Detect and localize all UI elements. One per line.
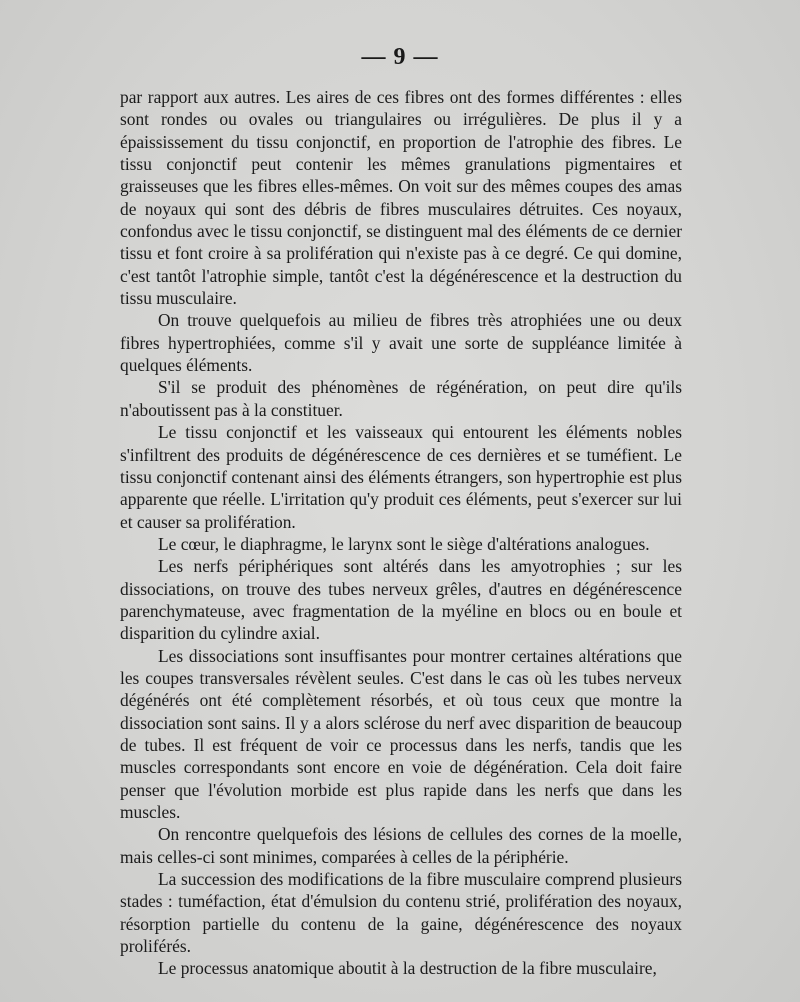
paragraph: par rapport aux autres. Les aires de ces fibres ont des formes différentes : elles sont rondes ou ovales ou triangulaires ou irrégulières. De plus il y a épaississement du tissu conjonctif, en proportion de l'atrophie des fibres. Le tissu conjonctif peut contenir les mêmes granulations pigmentaires et graisseuses que les fibres elles-mêmes. On voit sur des mêmes coupes des amas de noyaux qui sont des débris de fibres musculaires détruites. Ces noyaux, confondus avec le tissu conjonctif, se distinguent mal des éléments de ce dernier tissu et font croire à sa prolifération qui n'existe pas à ce degré. Ce qui domine, c'est tantôt l'atrophie simple, tantôt c'est la dégénérescence et la destruction du tissu musculaire. (120, 87, 682, 309)
paragraph: S'il se produit des phénomènes de régénération, on peut dire qu'ils n'aboutissent pas à la constituer. (120, 377, 682, 420)
paragraph: Le tissu conjonctif et les vaisseaux qui entourent les éléments nobles s'infiltrent des produits de dégénérescence de ces dernières et se tuméfient. Le tissu conjonctif contenant ainsi des éléments étrangers, son hypertrophie est plus apparente que réelle. L'irritation qu'y produit ces éléments, peut s'exercer sur lui et causer sa prolifération. (120, 422, 682, 532)
paragraph: On trouve quelquefois au milieu de fibres très atrophiées une ou deux fibres hypertrophiées, comme s'il y avait une sorte de suppléance limitée à quelques éléments. (120, 310, 682, 376)
page-number: — 9 — (361, 44, 439, 70)
paragraph: Le processus anatomique aboutit à la destruction de la fibre musculaire, (158, 958, 657, 979)
paragraph: On rencontre quelquefois des lésions de cellules des cornes de la moelle, mais celles-ci sont minimes, comparées à celles de la périphérie. (120, 824, 682, 867)
paragraph: Le cœur, le diaphragme, le larynx sont le siège d'altérations analogues. (158, 533, 650, 554)
body-text (120, 86, 682, 980)
paragraph: Les nerfs périphériques sont altérés dans les amyotrophies ; sur les dissociations, on trouve des tubes nerveux grêles, d'autres en dégénérescence parenchymateuse, avec fragmentation de la myéline en blocs ou en boule et disparition du cylindre axial. (120, 556, 682, 644)
paragraph: La succession des modifications de la fibre musculaire comprend plusieurs stades : tuméfaction, état d'émulsion du contenu strié, prolifération des noyaux, résorption partielle du contenu de la gaine, dégénérescence des noyaux proliférés. (120, 869, 682, 957)
paragraph: Les dissociations sont insuffisantes pour montrer certaines altérations que les coupes transversales révèlent seules. C'est dans le cas où les tubes nerveux dégénérés ont été complètement résorbés, et où tous ceux que montre la dissociation sont sains. Il y a alors sclérose du nerf avec disparition de beaucoup de tubes. Il est fréquent de voir ce processus dans les nerfs, tandis que les muscles correspondants sont encore en voie de dégénération. Cela doit faire penser que l'évolution morbide est plus rapide dans les nerfs que dans les muscles. (120, 645, 682, 822)
